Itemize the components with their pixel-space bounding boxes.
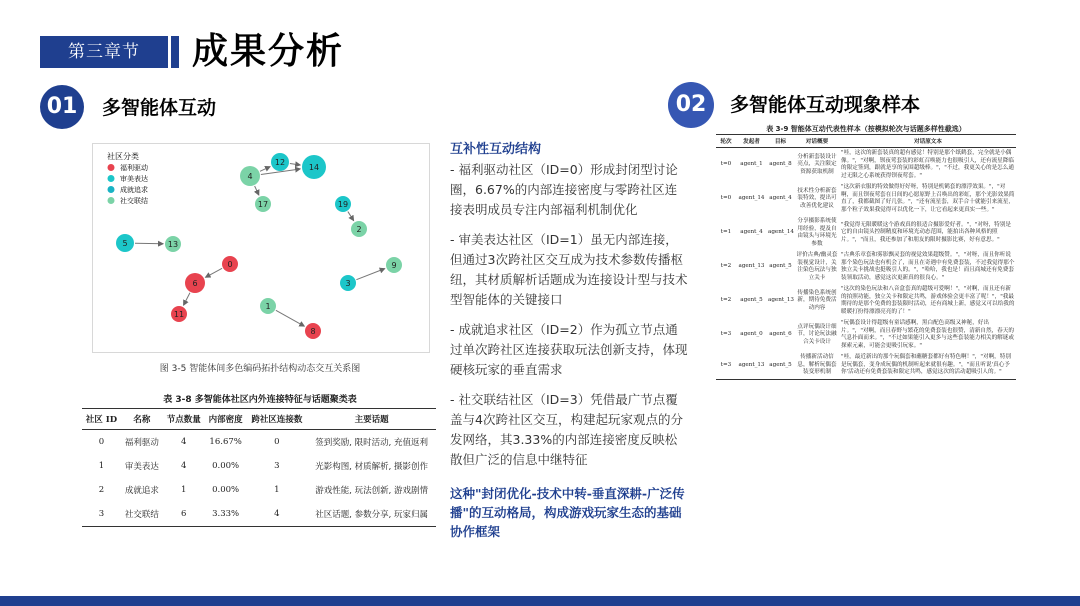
table-cell: 福利驱动: [124, 438, 159, 448]
table-cell: 社交联结: [121, 502, 163, 527]
table-row: [716, 148, 1016, 183]
dialogue-cell: "哇，这次的新套装真的超有感觉！特别是那个纸鹤套，完全就是小偶像。"，"对啊，钡夜莺套装的彩虹召唤能力也很吸引人，还有流星降临的限定签到，跟就是享的氛围超级棒。"，"不过，我更关心的是怎么通过无限之心系统获得钡夜莺套。": [841, 150, 1014, 179]
target-cell: agent_5: [767, 352, 794, 379]
interaction-samples-table: [716, 134, 1016, 380]
table-cell: 0: [98, 437, 105, 447]
table-header-row: [716, 135, 1016, 148]
table-cell: 3: [274, 461, 280, 471]
table-cell: 审美表达: [124, 462, 159, 472]
initiator-cell: agent_0: [740, 331, 763, 338]
graph-edge: [184, 293, 190, 305]
round-cell: t=3: [720, 331, 732, 338]
summary-cell: 传播染色系统创新，期待免费活动内容: [797, 289, 837, 311]
initiator-cell: agent_4: [740, 229, 763, 236]
target-cell: agent_5: [769, 263, 792, 270]
section-number-2: 02: [668, 82, 714, 128]
summary-cell: 评价古典/幽灵套装视觉设计，关注染色玩法与独立关卡: [796, 252, 838, 281]
analysis-text: [450, 140, 688, 541]
table-row: [716, 182, 1016, 216]
column-header: 社区 ID: [82, 409, 121, 430]
graph-edge: [356, 269, 384, 280]
section-title-1: 多智能体互动: [102, 97, 217, 119]
table-cell: 4: [181, 437, 187, 447]
network-figure: [92, 143, 430, 353]
analysis-paragraph: - 福利驱动社区（ID=0）形成封闭型讨论圈，6.67%的内部连接密度与零跨社区连接表明成员专注内部福利机制优化: [450, 162, 678, 217]
legend-swatch: [108, 175, 115, 182]
chapter-accent-bar: [171, 36, 179, 68]
table-row: [716, 318, 1016, 352]
table-row: [716, 284, 1016, 318]
table38-caption: 表 3-8 多智能体社区内外连接特征与话题聚类表: [163, 395, 357, 405]
graph-edge: [260, 167, 270, 172]
analysis-paragraph: - 审美表达社区（ID=1）虽无内部连接，但通过3次跨社区交互成为技术参数传播枢纽，其材质解析话题成为连接设计型与技术型智能体的关键接口: [450, 232, 688, 307]
table-row: [716, 352, 1016, 379]
round-cell: t=1: [720, 229, 732, 236]
graph-nodes: [116, 153, 402, 339]
section-number-1: 01: [40, 85, 84, 129]
graph-legend: [107, 151, 148, 205]
table-row: [82, 478, 436, 502]
dialogue-cell: "我觉得无限暖暖这个游戏真的很适合摄影爱好者。"，"对呀，特别是它的自由镜头控制精度和环境光动态范围，能拍出各种风格的照片。"，"而且，我还参加了和朋友的限时摄影比赛，好有意思。": [841, 221, 1011, 243]
graph-node-label: 12: [274, 158, 286, 167]
table-cell: 4: [181, 461, 187, 471]
graph-edge: [276, 310, 304, 326]
table-cell: 光影构图, 材质解析, 摄影创作: [315, 462, 428, 472]
round-cell: t=2: [720, 263, 732, 270]
table-cell: 3.33%: [205, 502, 247, 527]
dialogue-cell: "哇，最近新出的那个玩偶套和蘸糖套都好有特色啊！"，"对啊，特别是玩偶套，变身成玩偶的机制听起来就很有趣。"，"而且听说'真心予你'活动还有免费套装和限定共鸣，感觉这次的活动超吸引人的。": [840, 352, 1016, 379]
round-cell: t=2: [720, 297, 732, 304]
round-cell: t=3: [716, 352, 736, 379]
column-header: 主要话题: [307, 409, 436, 430]
graph-node-label: 8: [310, 327, 316, 336]
table-row: [716, 216, 1016, 250]
column-header: 目标: [767, 135, 794, 148]
table-cell: 1: [98, 461, 105, 471]
graph-node-label: 19: [337, 200, 349, 209]
legend-label: 福利驱动: [120, 164, 148, 172]
dialogue-cell: "玩偶套设计得超级有童话感啊，黑白配色高级又神秘，好出片。"，"对啊，而且春野与繁花的免费套装也很赞，清新自然，春天的气息扑面而来。"，"不过如果能引入更多与这些套装能力相关的解谜或探索元素，可能会更吸引玩家。": [841, 320, 1014, 349]
initiator-cell: agent_13: [736, 352, 767, 379]
column-header: 轮次: [716, 135, 736, 148]
graph-node-label: 0: [227, 260, 233, 269]
graph-edge: [206, 268, 223, 277]
legend-label: 审美表达: [120, 175, 148, 183]
legend-title: 社区分类: [107, 152, 139, 161]
graph-node-label: 14: [308, 163, 320, 172]
graph-edge: [135, 243, 163, 244]
section-title-2: 多智能体互动现象样本: [730, 94, 921, 116]
round-cell: t=0: [720, 161, 732, 168]
community-table: [82, 408, 436, 527]
table-cell: 成就追求: [124, 486, 159, 496]
table-cell: 4: [247, 502, 308, 527]
network-graph: [93, 144, 429, 352]
graph-edge: [255, 186, 259, 195]
graph-node-label: 11: [173, 310, 185, 319]
table-header-row: [82, 409, 436, 430]
table-row: [82, 430, 436, 455]
graph-node-label: 17: [257, 200, 269, 209]
column-header: 节点数量: [163, 409, 205, 430]
column-header: 内部密度: [205, 409, 247, 430]
table-cell: 3: [82, 502, 121, 527]
column-header: 发起者: [736, 135, 767, 148]
summary-cell: 传播新活动信息，解析玩偶套装变形机制: [794, 352, 840, 379]
table-cell: 签到奖励, 限时活动, 充值返利: [315, 438, 428, 448]
summary-cell: 分享摄影系统使用经验，提及自由镜头与环境光参数: [797, 218, 837, 247]
legend-label: 成就追求: [120, 186, 148, 194]
initiator-cell: agent_5: [740, 297, 763, 304]
table-cell: 社区话题, 参数分享, 玩家归属: [307, 502, 436, 527]
chapter-label: 第三章节: [40, 36, 168, 68]
table39-caption: 表 3-9 智能体互动代表性样本（按模拟轮次与话题多样性截选）: [766, 125, 966, 133]
target-cell: agent_6: [769, 331, 792, 338]
table-row: [82, 502, 436, 527]
round-cell: t=0: [720, 195, 732, 202]
summary-cell: 技术性分析新套装特效，提出可改善优化建议: [797, 187, 837, 209]
column-header: 对话原文本: [840, 135, 1016, 148]
legend-swatch: [108, 186, 115, 193]
analysis-conclusion: 这种"封闭优化-技术中转-垂直深耕-广泛传播"的互动格局，构成游戏玩家生态的基础协作框架: [450, 486, 685, 539]
table-cell: 1: [274, 485, 280, 495]
initiator-cell: agent_13: [738, 263, 765, 270]
graph-node-label: 4: [247, 172, 253, 181]
analysis-heading: 互补性互动结构: [450, 142, 542, 157]
table-cell: 16.67%: [209, 437, 242, 447]
target-cell: agent_13: [768, 297, 794, 304]
graph-node-label: 13: [167, 240, 179, 249]
target-cell: agent_14: [768, 229, 794, 236]
graph-edge: [348, 212, 354, 221]
initiator-cell: agent_14: [738, 195, 765, 202]
analysis-paragraph: - 成就追求社区（ID=2）作为孤立节点通过单次跨社区连接获取玩法创新支持，体现硬核玩家的垂直需求: [450, 322, 688, 377]
table-row: [716, 250, 1016, 284]
footer-bar: [0, 596, 1080, 606]
graph-node-label: 2: [356, 225, 362, 234]
table-cell: 游戏性能, 玩法创新, 游戏剧情: [315, 486, 428, 496]
page-title: 成果分析: [192, 31, 345, 72]
legend-swatch: [108, 197, 115, 204]
summary-cell: 分析新套装设计亮点，关注限定资源获取机制: [797, 153, 837, 175]
figure-caption: 图 3-5 智能体间多色编码拓扑结构动态交互关系图: [159, 364, 361, 374]
analysis-paragraph: - 社交联结社区（ID=3）凭借最广节点覆盖与4次跨社区交互，构建起玩家观点的分发网络，其3.33%的内部连接密度反映松散但广泛的信息中继特征: [450, 392, 683, 467]
dialogue-cell: "古典乐章套和雾影飘灵套的视觉效果超级赞。"，"对呀，而且你听说那个染色玩法也有机会了，而且在奇遇中有免费套装，不过我觉得那个独立关卡挑战也挺吸引人的。"，"哈哈，我也是！而且商城还有免费套装领取活动，感觉这次更新真的很良心。": [841, 252, 1015, 281]
column-header: 跨社区连接数: [247, 409, 308, 430]
target-cell: agent_4: [769, 195, 792, 202]
graph-edge: [290, 163, 300, 165]
target-cell: agent_8: [769, 161, 792, 168]
graph-node-label: 3: [345, 279, 351, 288]
legend-swatch: [108, 164, 115, 171]
table-cell: 0: [274, 437, 280, 447]
table-row: [82, 454, 436, 478]
table-cell: 2: [98, 485, 105, 495]
column-header: 对话概要: [794, 135, 840, 148]
dialogue-cell: "这次新衣服的特效做得好好呀，特别是机鹤套的漂浮效果。"，"对啊，而且钡夜莺套在日间的心愿原野上召唤出的彩虹，那个光影效果简直了，我都截图了好几张。"，"还有流星套，双手合十就能引来流星，那个粒子效果我觉得可以优化一下，让它看起来更真实一些。": [841, 184, 1015, 213]
initiator-cell: agent_1: [740, 161, 763, 168]
graph-node-label: 9: [391, 261, 397, 270]
table-cell: 0.00%: [212, 461, 240, 471]
table-cell: 6: [163, 502, 205, 527]
column-header: 名称: [121, 409, 163, 430]
table-cell: 1: [181, 485, 187, 495]
table-cell: 0.00%: [212, 485, 240, 495]
summary-cell: 点评玩偶设计细节，讨论玩法融合关卡设计: [797, 323, 837, 345]
legend-label: 社交联结: [120, 197, 148, 205]
graph-node-label: 1: [265, 302, 271, 311]
graph-node-label: 6: [192, 279, 198, 288]
dialogue-cell: "这次的染色玩法和八音盒套真的超级可爱啊！"，"对啊，而且还有新的拍照功能，独立关卡和限定共鸣，游戏体验会更丰富了呢！"，"我最期待的是那个免费的套装限时活动，还有商城上新，感觉又可以给我的暖暖打扮得漂漂亮亮的了！": [841, 286, 1015, 315]
graph-node-label: 5: [122, 239, 128, 248]
